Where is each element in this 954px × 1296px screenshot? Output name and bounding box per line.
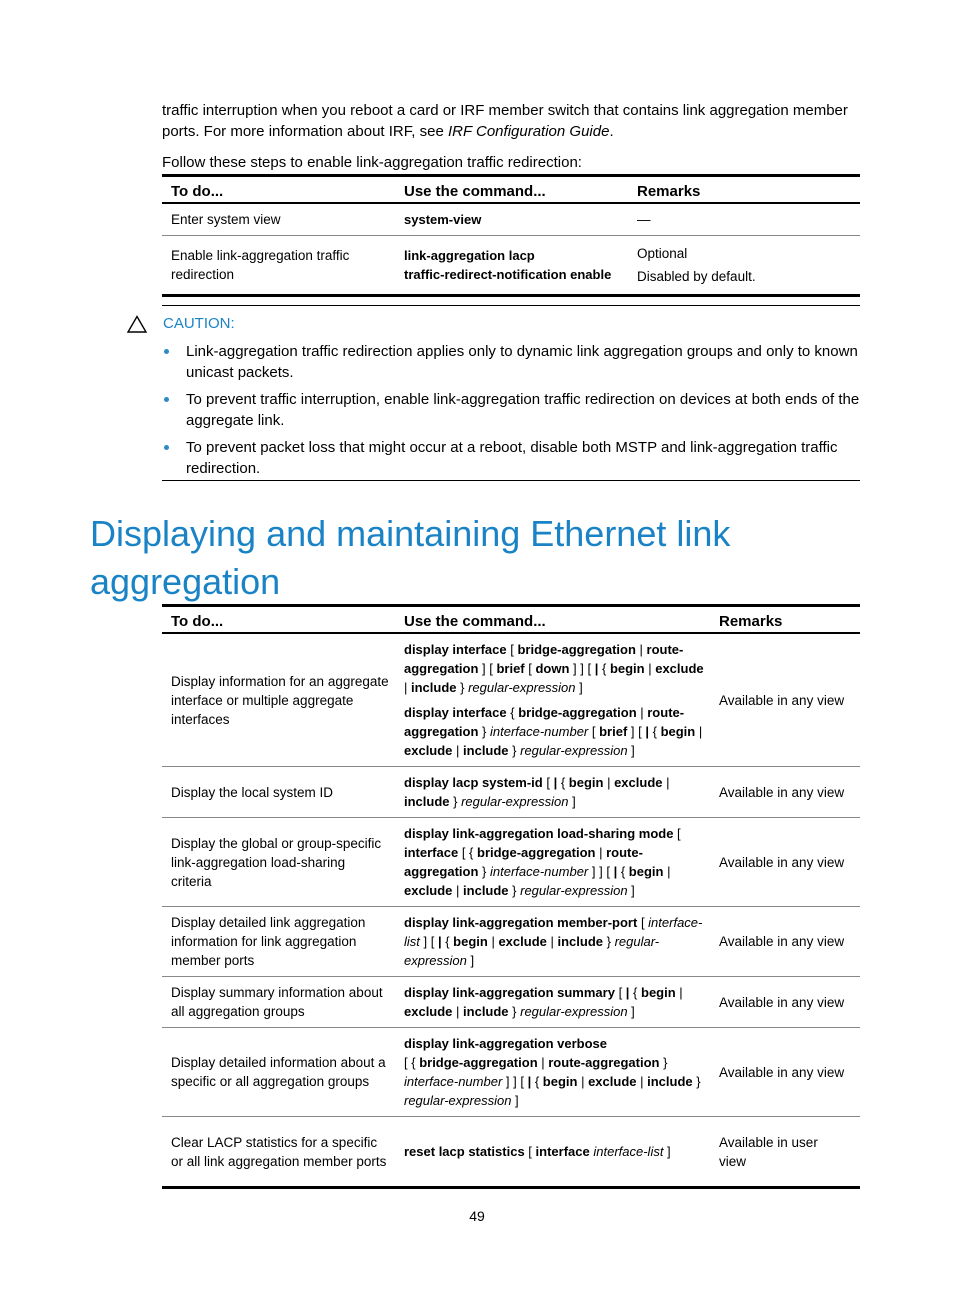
caution-bottom-rule	[162, 480, 860, 481]
command-cell: display link-aggregation member-port [ interface-list ] [ | { begin | exclude | include } regular-expression ]	[395, 907, 710, 977]
todo-cell: Clear LACP statistics for a specific or all link aggregation member ports	[162, 1117, 395, 1188]
caution-list	[162, 341, 862, 485]
irf-guide-reference: IRF Configuration Guide	[447, 123, 610, 140]
warning-triangle-icon	[127, 315, 147, 333]
todo-cell: Display detailed information about a specific or all aggregation groups	[162, 1028, 395, 1117]
todo-cell: Display summary information about all aggregation groups	[162, 977, 395, 1028]
bullet-icon	[164, 349, 169, 354]
caution-label: CAUTION:	[163, 315, 235, 332]
command-cell: display link-aggregation verbose [ { bridge-aggregation | route-aggregation } interface-number ] ] [ | { begin | exclude | include } regular-expression ]	[395, 1028, 710, 1117]
list-item: To prevent packet loss that might occur at a reboot, disable both MSTP and link-aggregation traffic redirection.	[162, 437, 862, 479]
table-row	[162, 633, 860, 767]
command-cell: system-view	[395, 203, 628, 236]
table-row	[162, 818, 860, 907]
intro-paragraph	[162, 100, 872, 142]
intro-line-2: ports. For more information about IRF, see IRF Configuration Guide.	[162, 123, 614, 140]
intro-line-1: traffic interruption when you reboot a card or IRF member switch that contains link aggregation member	[162, 102, 848, 119]
header-command: Use the command...	[395, 606, 710, 634]
section-title: Displaying and maintaining Ethernet link aggregation	[90, 513, 731, 602]
command-cell: display link-aggregation load-sharing mode [ interface [ { bridge-aggregation | route-aggregation } interface-number ] ] [ | { begin | exclude | include } regular-expression ]	[395, 818, 710, 907]
remarks-cell: Available in any view	[710, 1028, 860, 1117]
todo-cell: Display information for an aggregate interface or multiple aggregate interfaces	[162, 633, 395, 767]
header-remarks: Remarks	[628, 176, 860, 204]
command-cell: reset lacp statistics [ interface interface-list ]	[395, 1117, 710, 1188]
table-row	[162, 767, 860, 818]
header-todo: To do...	[162, 176, 395, 204]
table-header-row	[162, 176, 860, 204]
remarks-cell: Available in any view	[710, 907, 860, 977]
remarks-cell: Available in any view	[710, 977, 860, 1028]
todo-cell: Display detailed link aggregation information for link aggregation member ports	[162, 907, 395, 977]
bullet-icon	[164, 397, 169, 402]
command-cell: display link-aggregation summary [ | { begin | exclude | include } regular-expression ]	[395, 977, 710, 1028]
table-row	[162, 203, 860, 236]
command-cell: display interface [ bridge-aggregation | route-aggregation ] [ brief [ down ] ] [ | { begin | exclude | include } regular-expression ] display interface { bridge-aggregation | route-aggregation } interface-number [ brief ] [ | { begin | exclude | include } regular-expression ]	[395, 633, 710, 767]
todo-cell: Display the local system ID	[162, 767, 395, 818]
remarks-cell: Available in user view	[710, 1117, 860, 1188]
list-item: Link-aggregation traffic redirection applies only to dynamic link aggregation groups and only to known unicast packets.	[162, 341, 862, 383]
command-cell: link-aggregation lacp traffic-redirect-notification enable	[395, 236, 628, 296]
table-row	[162, 1117, 860, 1188]
steps-intro: Follow these steps to enable link-aggregation traffic redirection:	[162, 154, 582, 171]
table-row	[162, 1028, 860, 1117]
command-cell: display lacp system-id [ | { begin | exclude | include } regular-expression ]	[395, 767, 710, 818]
header-remarks: Remarks	[710, 606, 860, 634]
bullet-icon	[164, 445, 169, 450]
header-command: Use the command...	[395, 176, 628, 204]
remarks-cell: Available in any view	[710, 818, 860, 907]
caution-top-rule	[162, 305, 860, 306]
header-todo: To do...	[162, 606, 395, 634]
traffic-redirection-table	[162, 174, 860, 297]
table-row	[162, 977, 860, 1028]
remarks-cell: Available in any view	[710, 767, 860, 818]
table-row	[162, 236, 860, 296]
remarks-cell: Available in any view	[710, 633, 860, 767]
todo-cell: Display the global or group-specific link-aggregation load-sharing criteria	[162, 818, 395, 907]
todo-cell: Enter system view	[162, 203, 395, 236]
table-header-row	[162, 606, 860, 634]
remarks-cell: Optional Disabled by default.	[628, 236, 860, 296]
page-number: 49	[469, 1208, 485, 1224]
remarks-cell: —	[628, 203, 860, 236]
table-row	[162, 907, 860, 977]
list-item: To prevent traffic interruption, enable link-aggregation traffic redirection on devices at both ends of the aggregate link.	[162, 389, 862, 431]
todo-cell: Enable link-aggregation traffic redirection	[162, 236, 395, 296]
display-commands-table	[162, 604, 860, 1189]
